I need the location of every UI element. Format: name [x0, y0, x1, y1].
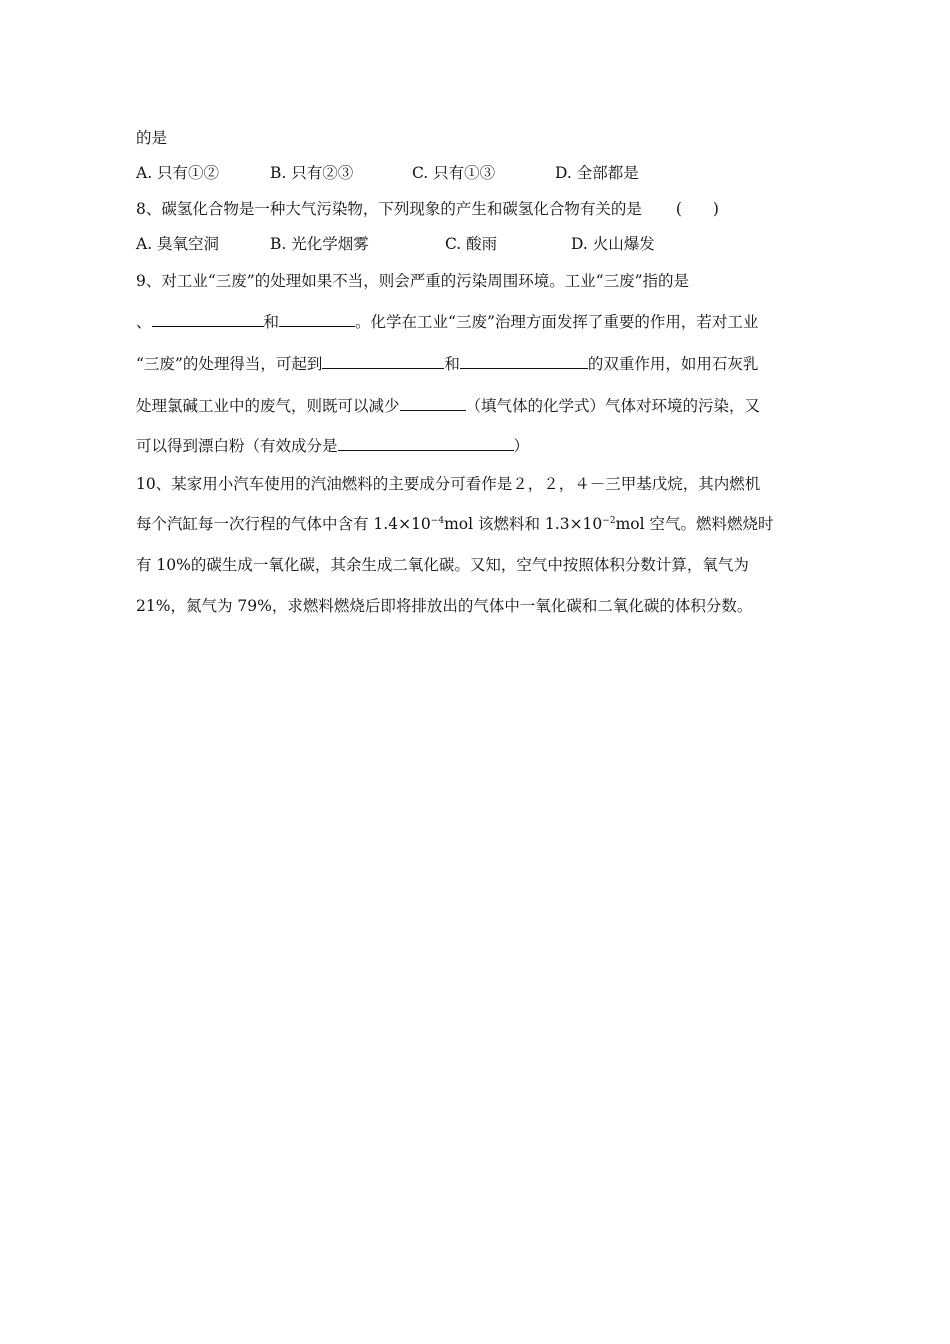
q9-text: 、 — [136, 313, 152, 331]
q7-option-c: C. 只有①③ — [412, 164, 496, 182]
q10-text: mol 空气。燃料燃烧时 — [615, 515, 774, 533]
q10-line-1: 10、某家用小汽车使用的汽油燃料的主要成分可看作是２，２，４－三甲基戊烷，其内燃机 — [136, 475, 761, 493]
q7-option-a: A. 只有①② — [136, 164, 220, 182]
q8-options — [136, 234, 655, 254]
q9-text: ） — [513, 437, 530, 455]
q7-stem-tail: 的是 — [136, 129, 168, 147]
answer-blank-2[interactable] — [279, 312, 355, 327]
q9-text: “三废”的处理得当，可起到 — [136, 355, 323, 373]
answer-blank-1[interactable] — [152, 312, 264, 327]
q10-line-2 — [136, 514, 773, 534]
q9-line-5 — [136, 436, 529, 456]
q7-option-d: D. 全部都是 — [555, 164, 639, 182]
q10-text: 每个汽缸每一次行程的气体中含有 1.4×10 — [136, 515, 431, 533]
answer-blank-5[interactable] — [400, 396, 466, 411]
q7-options — [136, 163, 639, 183]
q10-line-3: 有 10%的碳生成一氧化碳，其余生成二氧化碳。又知，空气中按照体积分数计算，氧气为 — [136, 556, 749, 574]
q9-line-2 — [136, 312, 758, 332]
q9-line-4 — [136, 396, 760, 416]
exponent: −2 — [602, 516, 616, 526]
q8-option-b: B. 光化学烟雾 — [270, 235, 369, 253]
q8-option-a: A. 臭氧空洞 — [136, 235, 220, 253]
answer-blank-3[interactable] — [322, 354, 444, 369]
q9-text: 和 — [444, 355, 460, 373]
q7-option-b: B. 只有②③ — [270, 164, 354, 182]
q9-text: 的双重作用，如用石灰乳 — [587, 355, 759, 373]
q10-line-4: 21%，氮气为 79%，求燃料燃烧后即将排放出的气体中一氧化碳和二氧化碳的体积分数。 — [136, 597, 753, 615]
q8-stem-line — [136, 199, 719, 219]
answer-blank-4[interactable] — [460, 354, 588, 369]
q9-line-1: 9、对工业“三废”的处理如果不当，则会严重的污染周围环境。工业“三废”指的是 — [136, 272, 690, 290]
q9-text: 和 — [263, 313, 280, 331]
q8-option-d: D. 火山爆发 — [571, 235, 655, 253]
q9-line-3 — [136, 354, 758, 374]
q9-text: （填气体的化学式）气体对环境的污染，又 — [465, 397, 761, 415]
answer-blank-6[interactable] — [338, 436, 514, 451]
q9-text: 。化学在工业“三废”治理方面发挥了重要的作用，若对工业 — [355, 313, 759, 331]
exponent: −4 — [430, 516, 445, 526]
q10-text: mol 该燃料和 1.3×10 — [444, 515, 603, 533]
q8-option-c: C. 酸雨 — [445, 235, 498, 253]
q9-text: 处理氯碱工业中的废气，则既可以减少 — [136, 397, 400, 415]
q8-stem: 8、碳氢化合物是一种大气污染物，下列现象的产生和碳氢化合物有关的是 — [136, 200, 642, 218]
q9-text: 可以得到漂白粉（有效成分是 — [136, 437, 338, 455]
q8-answer-paren: ( ) — [675, 200, 719, 218]
